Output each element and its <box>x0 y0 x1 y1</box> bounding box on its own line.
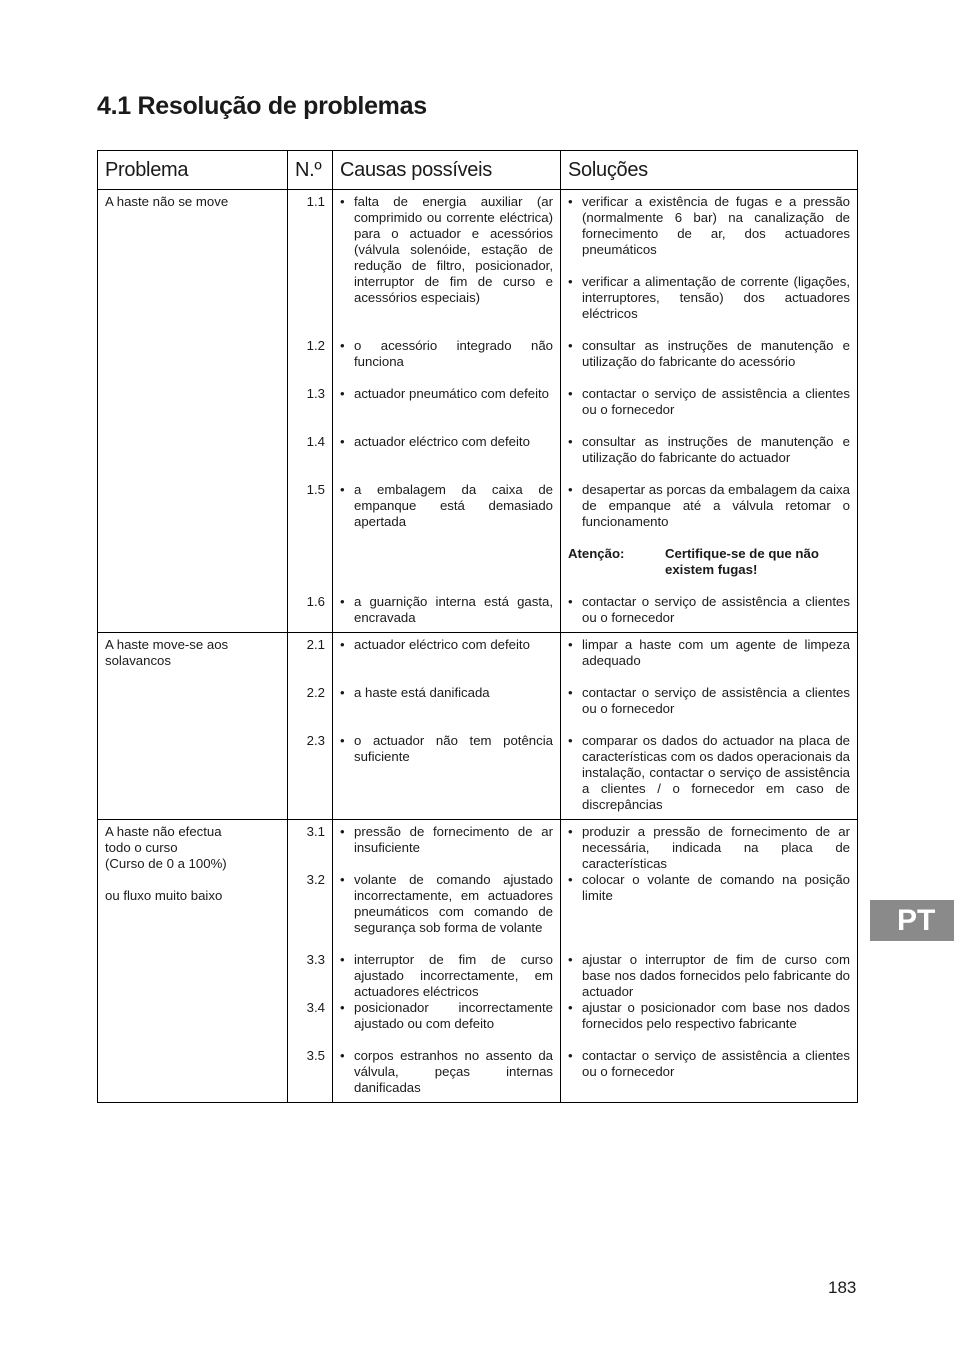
cause-text: corpos estranhos no assento da válvula, peças internas danificadas <box>354 1048 553 1095</box>
solution-item <box>568 1048 850 1080</box>
bullet-icon: • <box>568 386 573 401</box>
cause-item <box>340 386 553 434</box>
bullet-icon: • <box>340 733 345 748</box>
solution-text: comparar os dados do actuador na placa de características com os dados operacionais da instalação, contactar o serviço de assistência a clientes / o fornecedor em caso de discrepâncias <box>582 733 850 812</box>
solution-item <box>568 1000 850 1048</box>
cause-text: a embalagem da caixa de empanque está demasiado apertada <box>354 482 553 529</box>
header-solutions: Soluções <box>561 151 858 190</box>
warning-note <box>568 546 850 578</box>
solution-text: verificar a existência de fugas e a pressão (normalmente 6 bar) na canalização de fornecimento de ar, dos actuadores pneumáticos <box>582 194 850 257</box>
cause-item <box>340 872 553 952</box>
cause-item <box>340 434 553 482</box>
item-number: 3.5 <box>306 1048 325 1063</box>
cause-item <box>340 637 553 685</box>
causes-cell <box>333 190 561 633</box>
solution-text: contactar o serviço de assistência a clientes ou o fornecedor <box>582 386 850 417</box>
troubleshooting-table <box>97 150 858 1103</box>
cause-item <box>340 594 553 626</box>
number-cell <box>288 820 333 1103</box>
bullet-icon: • <box>340 824 345 839</box>
solution-text: consultar as instruções de manutenção e utilização do fabricante do acessório <box>582 338 850 369</box>
problem-cell <box>98 820 288 1103</box>
solution-item <box>568 386 850 434</box>
item-number: 2.1 <box>306 637 325 652</box>
bullet-icon: • <box>568 1000 573 1015</box>
solution-item <box>568 872 850 952</box>
bullet-icon: • <box>568 872 573 887</box>
warning-text: Certifique-se de que não existem fugas! <box>665 546 819 577</box>
cause-text: o acessório integrado não funciona <box>354 338 553 369</box>
solution-item <box>568 824 850 872</box>
item-number: 1.3 <box>306 386 325 401</box>
cause-item <box>340 194 553 338</box>
problem-text: A haste move-se aos <box>105 637 229 652</box>
problem-cell <box>98 190 288 633</box>
solution-item <box>568 482 850 594</box>
problem-cell <box>98 633 288 820</box>
problem-text: todo o curso <box>105 840 178 855</box>
cause-text: interruptor de fim de curso ajustado incorrectamente, em actuadores eléctricos <box>354 952 553 999</box>
bullet-icon: • <box>568 952 573 967</box>
solution-text: desapertar as porcas da embalagem da caixa de empanque até a válvula retomar o funcionamento <box>582 482 850 529</box>
bullet-icon: • <box>568 274 573 289</box>
cause-item <box>340 1000 553 1048</box>
cause-item <box>340 482 553 594</box>
cause-item <box>340 1048 553 1096</box>
table-header-row <box>98 151 858 190</box>
header-problem: Problema <box>98 151 288 190</box>
solution-text: verificar a alimentação de corrente (ligações, interruptores, tensão) dos actuadores eléctricos <box>582 274 850 321</box>
bullet-icon: • <box>568 194 573 209</box>
solution-item <box>568 194 850 338</box>
item-number: 1.1 <box>306 194 325 209</box>
solution-text: consultar as instruções de manutenção e utilização do fabricante do actuador <box>582 434 850 465</box>
table-row <box>98 633 858 820</box>
warning-label: Atenção: <box>568 546 625 561</box>
bullet-icon: • <box>340 386 345 401</box>
item-number: 1.6 <box>306 594 325 609</box>
solution-item <box>568 952 850 1000</box>
item-number: 3.1 <box>306 824 325 839</box>
bullet-icon: • <box>568 637 573 652</box>
bullet-icon: • <box>568 338 573 353</box>
cause-item <box>340 824 553 872</box>
page-number: 183 <box>828 1278 857 1297</box>
cause-item <box>340 952 553 1000</box>
table-row <box>98 820 858 1103</box>
page-title: 4.1 Resolução de problemas <box>97 92 427 120</box>
cause-text: actuador pneumático com defeito <box>354 386 549 401</box>
problem-text: solavancos <box>105 653 171 668</box>
solution-item <box>568 594 850 626</box>
item-number: 1.4 <box>306 434 325 449</box>
solutions-cell <box>561 190 858 633</box>
number-cell <box>288 633 333 820</box>
bullet-icon: • <box>340 952 345 967</box>
problem-text: (Curso de 0 a 100%) <box>105 856 227 871</box>
solution-text: contactar o serviço de assistência a clientes ou o fornecedor <box>582 594 850 625</box>
cause-text: posicionador incorrectamente ajustado ou com defeito <box>354 1000 553 1031</box>
item-number: 1.5 <box>306 482 325 497</box>
item-number: 3.3 <box>306 952 325 967</box>
cause-text: o actuador não tem potência suficiente <box>354 733 553 764</box>
bullet-icon: • <box>568 482 573 497</box>
bullet-icon: • <box>340 1000 345 1015</box>
solutions-cell <box>561 633 858 820</box>
cause-text: a haste está danificada <box>354 685 490 700</box>
solution-text: limpar a haste com um agente de limpeza adequado <box>582 637 850 668</box>
solution-item <box>568 733 850 813</box>
bullet-icon: • <box>568 594 573 609</box>
header-causes: Causas possíveis <box>333 151 561 190</box>
item-number: 2.3 <box>306 733 325 748</box>
bullet-icon: • <box>568 434 573 449</box>
item-number: 3.4 <box>306 1000 325 1015</box>
bullet-icon: • <box>340 594 345 609</box>
bullet-icon: • <box>340 194 345 209</box>
cause-item <box>340 338 553 386</box>
cause-text: actuador eléctrico com defeito <box>354 434 530 449</box>
number-cell <box>288 190 333 633</box>
solution-item <box>568 434 850 482</box>
bullet-icon: • <box>340 872 345 887</box>
cause-item <box>340 685 553 733</box>
solution-text: ajustar o posicionador com base nos dados fornecidos pelo respectivo fabricante <box>582 1000 850 1031</box>
solution-item <box>568 685 850 733</box>
bullet-icon: • <box>340 637 345 652</box>
solution-text: colocar o volante de comando na posição limite <box>582 872 850 903</box>
problem-text: A haste não se move <box>105 194 229 209</box>
solution-text: contactar o serviço de assistência a clientes ou o fornecedor <box>582 685 850 716</box>
item-number: 3.2 <box>306 872 325 887</box>
problem-text: ou fluxo muito baixo <box>105 888 223 903</box>
bullet-icon: • <box>568 824 573 839</box>
solution-item <box>568 637 850 685</box>
cause-text: a guarnição interna está gasta, encravada <box>354 594 553 625</box>
table-body <box>98 190 858 1103</box>
bullet-icon: • <box>568 1048 573 1063</box>
solutions-cell <box>561 820 858 1103</box>
causes-cell <box>333 633 561 820</box>
cause-item <box>340 733 553 813</box>
header-number: N.º <box>288 151 333 190</box>
solution-text: ajustar o interruptor de fim de curso com base nos dados fornecidos pelo fabricante do actuador <box>582 952 850 999</box>
solution-item <box>568 338 850 386</box>
problem-text: A haste não efectua <box>105 824 222 839</box>
bullet-icon: • <box>568 685 573 700</box>
problem-text <box>105 872 280 888</box>
cause-text: volante de comando ajustado incorrectamente, em actuadores pneumáticos com comando de segurança sob forma de volante <box>354 872 553 935</box>
cause-text: falta de energia auxiliar (ar comprimido ou corrente eléctrica) para o actuador e acessórios (válvula solenóide, estação de redução de filtro, posicionador, interruptor de fim de curso e acessórios especiais) <box>354 194 553 305</box>
item-number: 2.2 <box>306 685 325 700</box>
causes-cell <box>333 820 561 1103</box>
bullet-icon: • <box>340 685 345 700</box>
language-tab: PT <box>870 900 954 941</box>
bullet-icon: • <box>340 482 345 497</box>
cause-text: pressão de fornecimento de ar insuficiente <box>354 824 553 855</box>
bullet-icon: • <box>340 1048 345 1063</box>
item-number: 1.2 <box>306 338 325 353</box>
table-row <box>98 190 858 633</box>
cause-text: actuador eléctrico com defeito <box>354 637 530 652</box>
solution-text: contactar o serviço de assistência a clientes ou o fornecedor <box>582 1048 850 1079</box>
bullet-icon: • <box>340 338 345 353</box>
bullet-icon: • <box>340 434 345 449</box>
bullet-icon: • <box>568 733 573 748</box>
solution-text: produzir a pressão de fornecimento de ar necessária, indicada na placa de características <box>582 824 850 871</box>
